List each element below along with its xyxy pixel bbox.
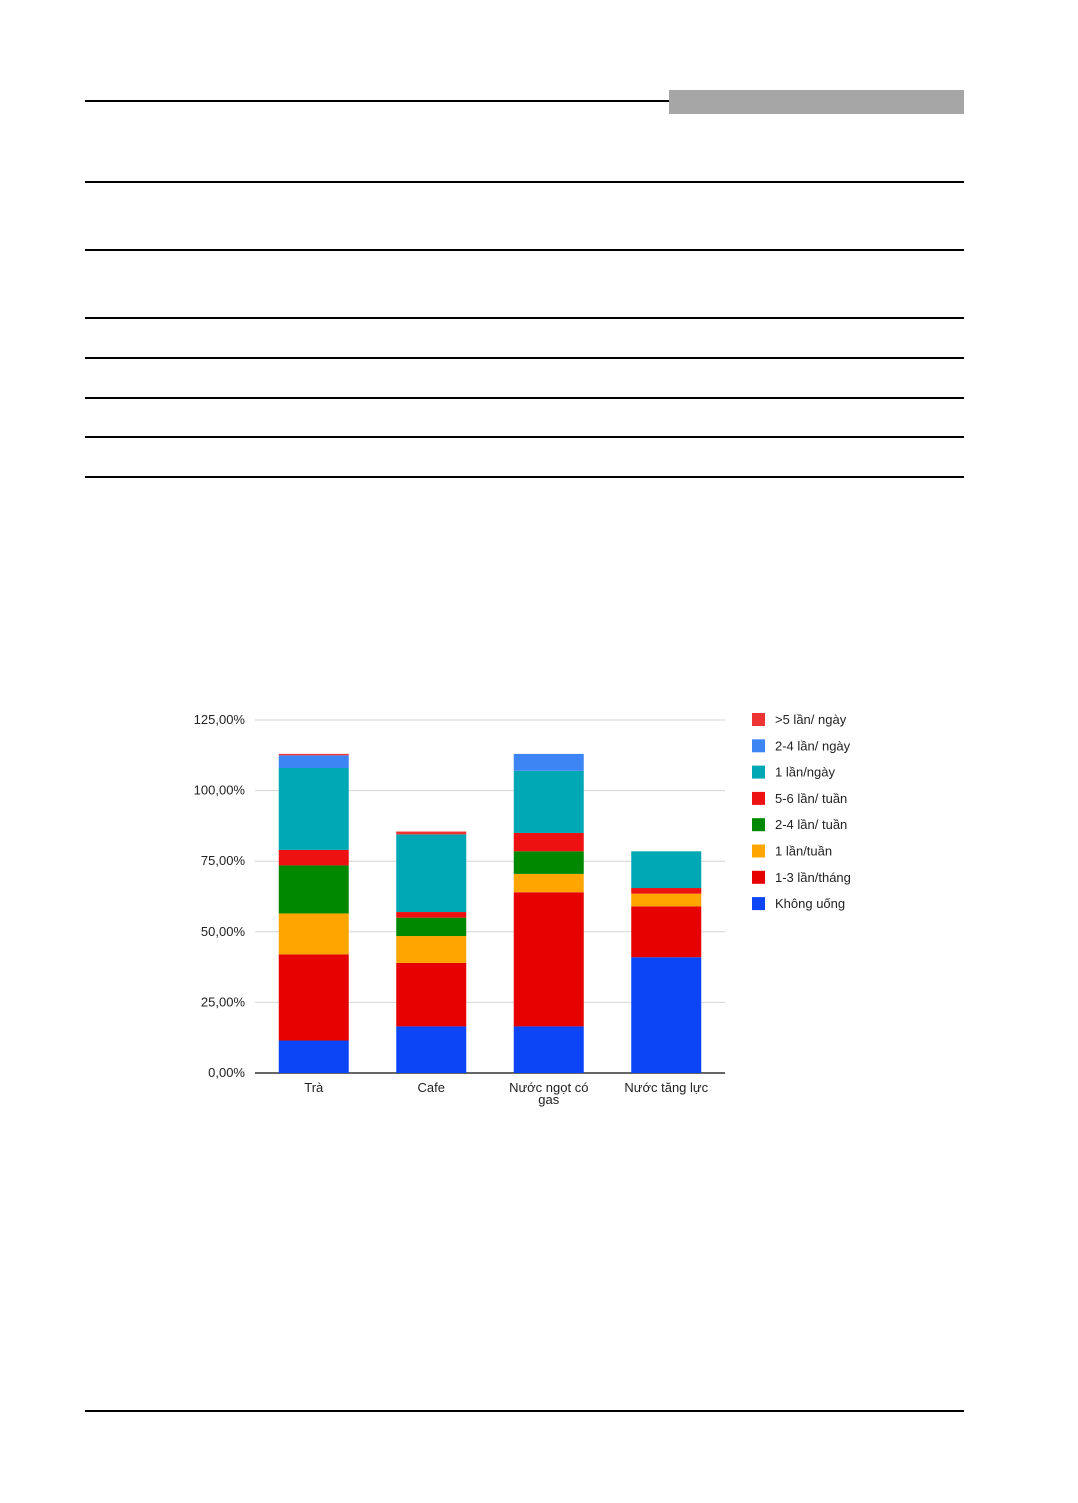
bar-segment (514, 833, 584, 851)
bar-segment (514, 892, 584, 1026)
bar-segment (396, 963, 466, 1027)
legend-swatch (752, 871, 765, 884)
bar-segment (279, 768, 349, 850)
legend-label: Không uống (775, 896, 846, 912)
y-tick-label: 75,00% (200, 853, 245, 869)
legend-label: 1 lần/ngày (775, 764, 835, 780)
bar-segment (279, 913, 349, 954)
table-rule-2 (85, 249, 964, 251)
stacked-bar-chart (170, 700, 910, 1130)
y-tick-label: 125,00% (193, 712, 245, 727)
y-tick-label: 25,00% (200, 994, 245, 1010)
bar-segment (514, 1026, 584, 1073)
legend-swatch (752, 766, 765, 779)
x-tick-label: Nước ngọt có (509, 1080, 589, 1095)
legend-label: 2-4 lần/ tuần (775, 817, 848, 833)
y-axis (194, 712, 246, 1080)
x-tick-label: gas (538, 1092, 560, 1107)
y-tick-label: 0,00% (208, 1065, 245, 1080)
legend-swatch (752, 792, 765, 805)
bar-segment (396, 832, 466, 835)
legend-label: 5-6 lần/ tuần (775, 790, 848, 806)
legend-label: 1-3 lần/tháng (775, 869, 851, 885)
bar-segment (631, 894, 701, 907)
bar-segment (514, 851, 584, 874)
legend-label: 2-4 lần/ ngày (775, 738, 851, 754)
legend-label: >5 lần/ ngày (775, 712, 847, 727)
header-rule (85, 100, 670, 102)
bar-segment (396, 936, 466, 963)
table-rule-3 (85, 317, 964, 319)
bars (279, 754, 702, 1073)
bar-segment (631, 888, 701, 894)
legend (752, 712, 851, 911)
legend-swatch (752, 739, 765, 752)
table-rule-1 (85, 181, 964, 183)
bar-segment (631, 851, 701, 888)
table-rule-4 (85, 357, 964, 359)
bar-segment (279, 1041, 349, 1073)
y-tick-label: 50,00% (200, 923, 245, 939)
bar-segment (631, 906, 701, 957)
legend-swatch (752, 845, 765, 858)
legend-swatch (752, 897, 765, 910)
x-tick-label: Nước tăng lực (624, 1080, 709, 1095)
x-axis (304, 1080, 708, 1107)
bar-segment (279, 850, 349, 866)
bar-segment (396, 1026, 466, 1073)
table-rule-5 (85, 397, 964, 399)
legend-label: 1 lần/tuần (775, 843, 833, 859)
bar-segment (279, 755, 349, 768)
table-rule-7 (85, 476, 964, 478)
bar-segment (514, 771, 584, 833)
bar-segment (514, 874, 584, 892)
header-gray-bar (669, 90, 964, 114)
y-tick-label: 100,00% (193, 782, 245, 798)
bar-segment (279, 754, 349, 755)
footer-rule (85, 1410, 964, 1412)
x-tick-label: Trà (304, 1080, 324, 1095)
bar-segment (279, 865, 349, 913)
table-rule-6 (85, 436, 964, 438)
bar-segment (396, 918, 466, 936)
bar-segment (396, 912, 466, 918)
legend-swatch (752, 713, 765, 726)
bar-segment (631, 957, 701, 1073)
x-tick-label: Cafe (417, 1080, 445, 1095)
legend-swatch (752, 818, 765, 831)
bar-segment (514, 754, 584, 771)
bar-segment (279, 954, 349, 1040)
bar-segment (396, 834, 466, 912)
